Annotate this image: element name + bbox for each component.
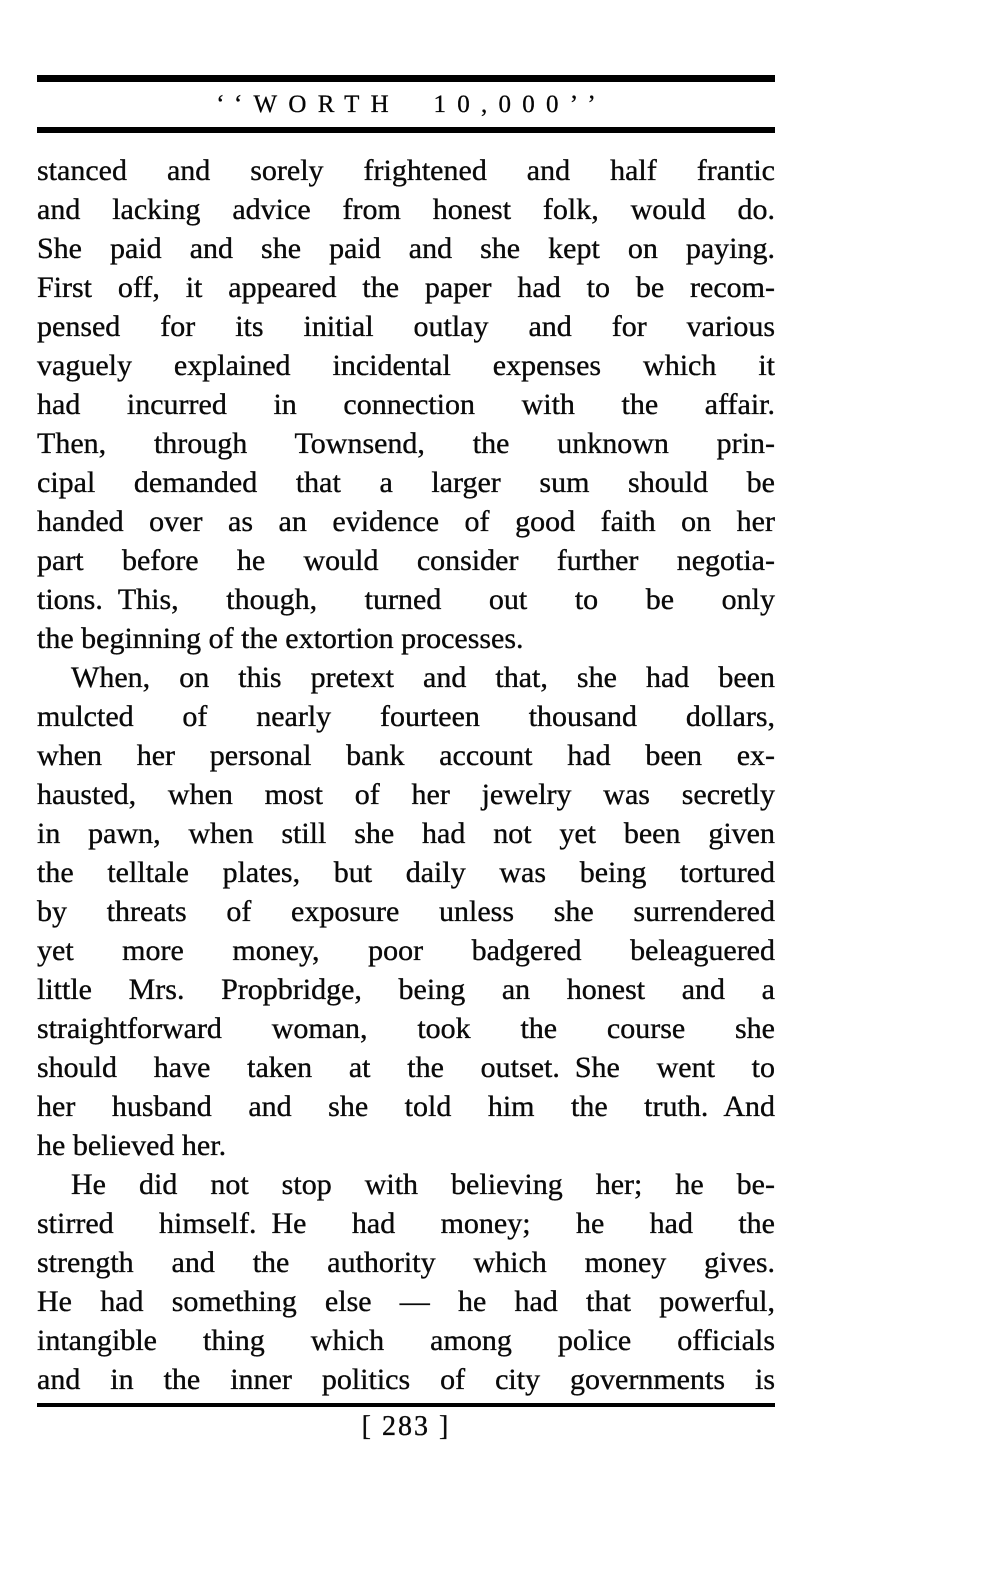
text-line: First off, it appeared the paper had to be recom- — [37, 271, 775, 304]
text-line: he believed her. — [37, 1129, 227, 1162]
running-header-title: ‘‘WORTH 10,000’’ — [216, 90, 607, 118]
text-line: stirred himself. He had money; he had the — [37, 1207, 775, 1240]
text-line: the beginning of the extortion processes. — [37, 622, 524, 655]
text-line: pensed for its initial outlay and for various — [37, 310, 775, 343]
text-line: stanced and sorely frightened and half frantic — [37, 154, 775, 187]
text-line: intangible thing which among police officials — [37, 1324, 775, 1357]
text-line: had incurred in connection with the affair. — [37, 388, 775, 421]
text-line: when her personal bank account had been ex- — [37, 739, 775, 772]
text-line: and lacking advice from honest folk, would do. — [37, 193, 775, 226]
text-line: yet more money, poor badgered beleaguered — [37, 934, 775, 967]
text-line: should have taken at the outset. She went to — [37, 1051, 775, 1084]
text-line: and in the inner politics of city governments is — [37, 1363, 775, 1396]
header-top-rule — [37, 75, 775, 82]
text-line: by threats of exposure unless she surrendered — [37, 895, 775, 928]
text-line: He had something else — he had that powerful, — [37, 1285, 775, 1318]
text-line: handed over as an evidence of good faith on her — [37, 505, 775, 538]
text-line: hausted, when most of her jewelry was secretly — [37, 778, 775, 811]
text-line: the telltale plates, but daily was being tortured — [37, 856, 775, 889]
content-column — [37, 75, 775, 1443]
text-line: tions. This, though, turned out to be only — [37, 583, 775, 616]
text-line: vaguely explained incidental expenses which it — [37, 349, 775, 382]
text-line: in pawn, when still she had not yet been given — [37, 817, 775, 850]
text-line: Then, through Townsend, the unknown prin- — [37, 427, 775, 460]
text-line: She paid and she paid and she kept on paying. — [37, 232, 775, 265]
header-bottom-rule — [37, 127, 775, 133]
text-line: When, on this pretext and that, she had been — [71, 661, 775, 694]
text-line: straightforward woman, took the course she — [37, 1012, 775, 1045]
body-text — [37, 151, 775, 1399]
footer-rule — [37, 1403, 775, 1407]
text-line: strength and the authority which money gives. — [37, 1246, 775, 1279]
text-line: part before he would consider further negotia- — [37, 544, 775, 577]
text-line: her husband and she told him the truth. And — [37, 1090, 775, 1123]
text-line: little Mrs. Propbridge, being an honest and a — [37, 973, 775, 1006]
text-line: He did not stop with believing her; he be- — [71, 1168, 775, 1201]
text-line: cipal demanded that a larger sum should be — [37, 466, 775, 499]
text-line: mulcted of nearly fourteen thousand dollars, — [37, 700, 775, 733]
page-number: [ 283 ] — [361, 1411, 451, 1442]
running-header — [37, 75, 775, 133]
